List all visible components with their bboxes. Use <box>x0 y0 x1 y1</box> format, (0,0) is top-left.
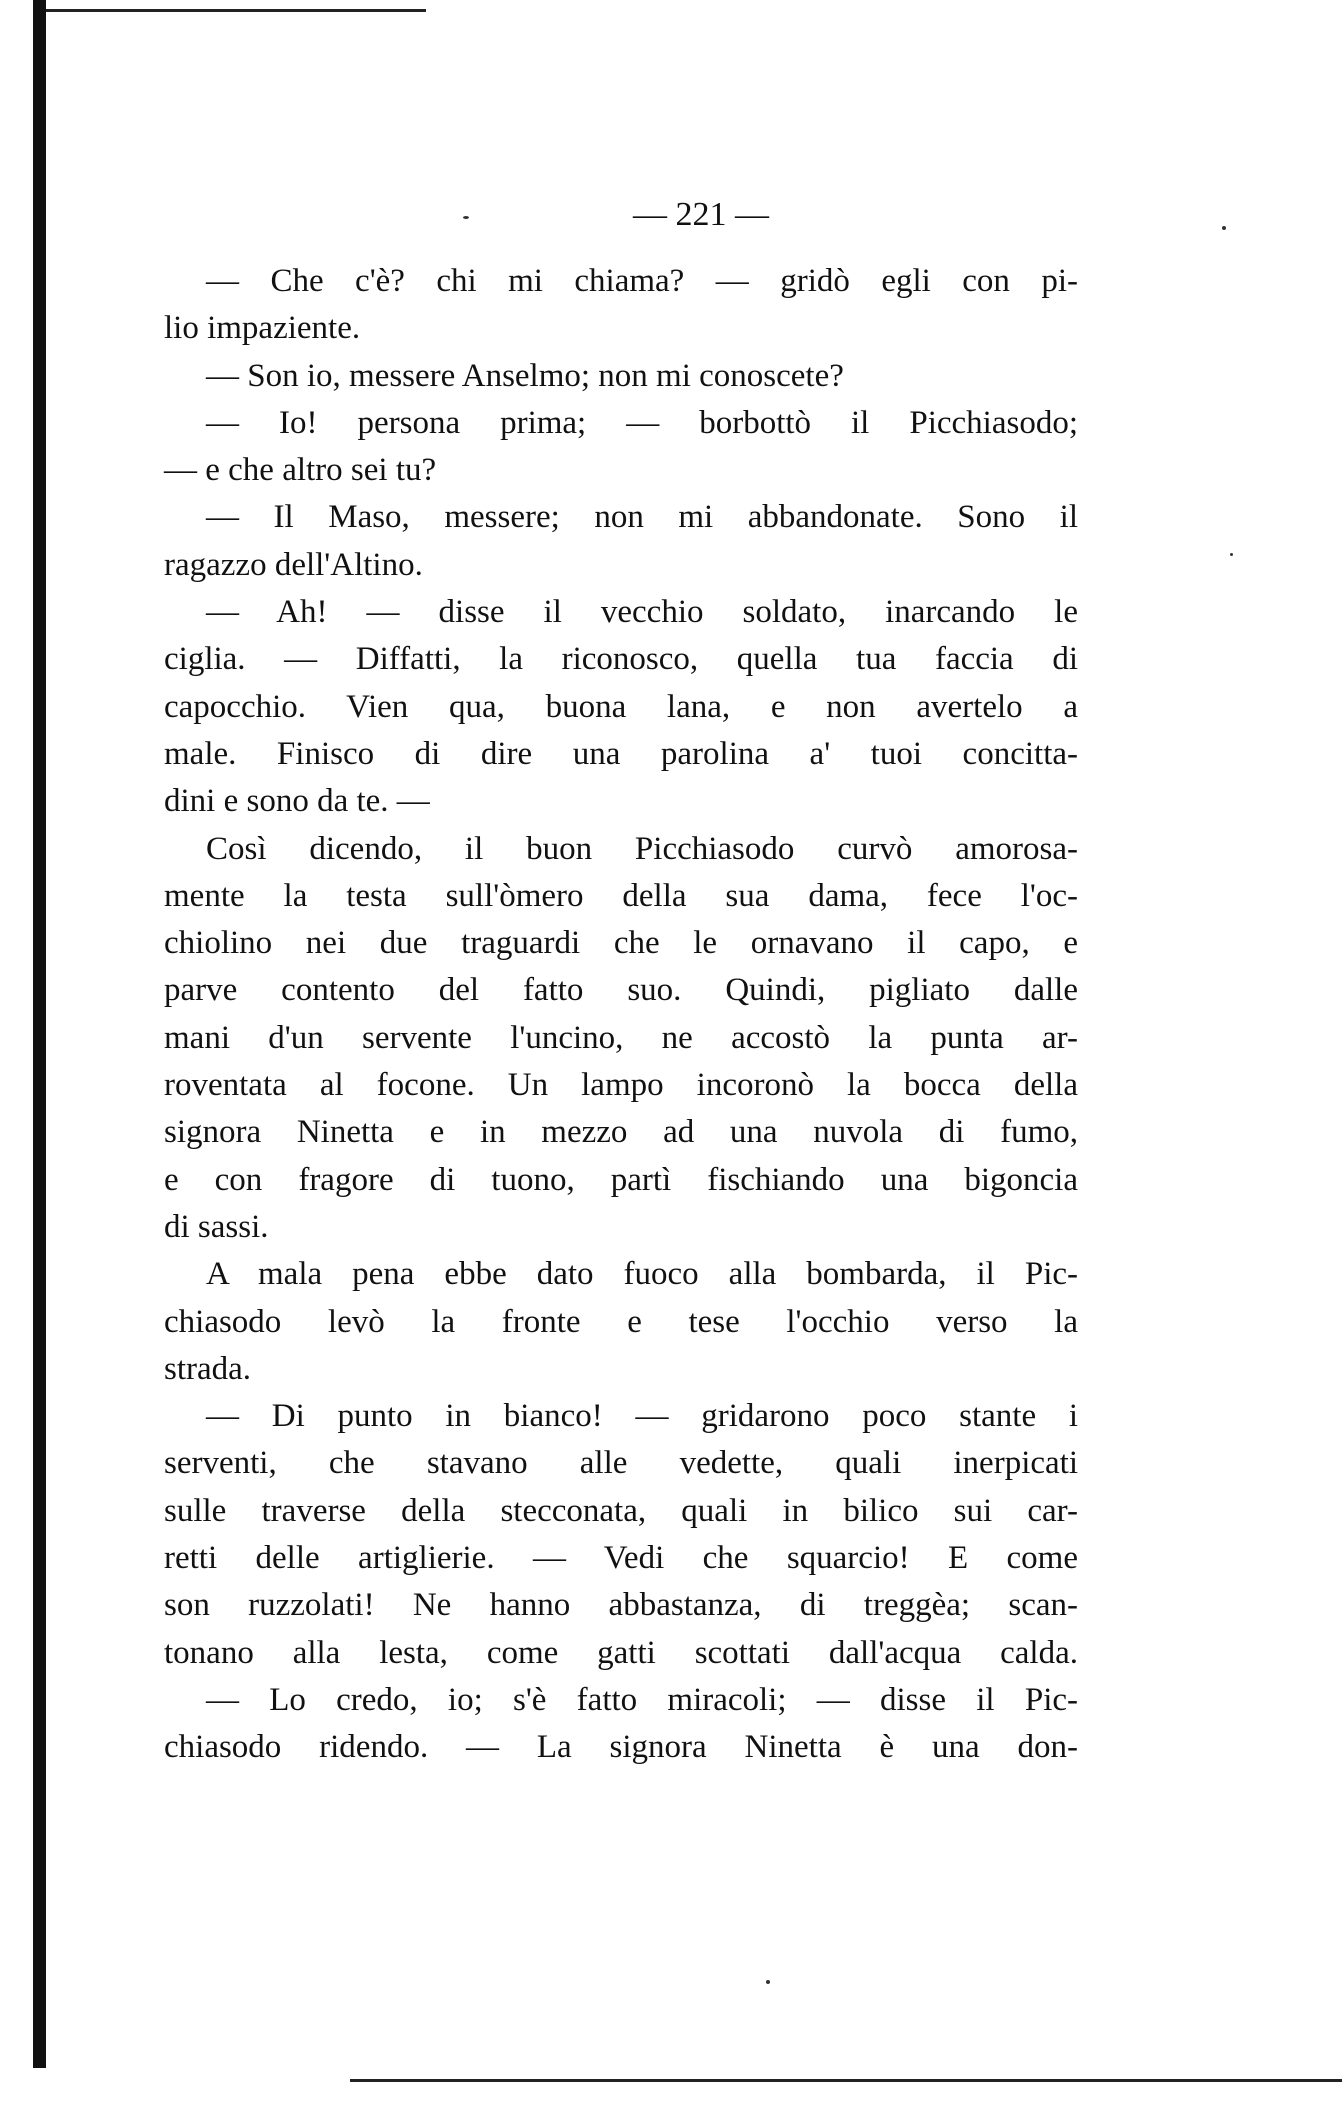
text-line: — Lo credo, io; s'è fatto miracoli; — disse il Pic- <box>206 1681 1078 1718</box>
text-line: strada. <box>164 1350 252 1387</box>
text-line: e con fragore di tuono, partì fischiando una bigoncia <box>164 1161 1078 1198</box>
text-line: ragazzo dell'Altino. <box>164 546 423 583</box>
top-edge-line <box>46 9 426 12</box>
bottom-edge-line <box>350 2079 1342 2082</box>
scan-speck <box>1230 553 1233 556</box>
text-line: son ruzzolati! Ne hanno abbastanza, di treggèa; scan- <box>164 1587 1078 1624</box>
text-line: — Ah! — disse il vecchio soldato, inarcando le <box>206 594 1078 631</box>
text-line: serventi, che stavano alle vedette, quali inerpicati <box>164 1445 1078 1482</box>
scan-speck <box>766 1980 770 1984</box>
text-line: Così dicendo, il buon Picchiasodo curvò amorosa- <box>206 830 1078 867</box>
text-line: — Che c'è? chi mi chiama? — gridò egli con pi- <box>206 263 1078 299</box>
text-line: — Son io, messere Anselmo; non mi conoscete? <box>206 357 844 394</box>
book-spine-shadow <box>33 0 46 2068</box>
text-line: — e che altro sei tu? <box>164 452 437 489</box>
text-line: chiolino nei due traguardi che le ornavano il capo, e <box>164 925 1078 962</box>
text-line: sulle traverse della stecconata, quali in bilico sui car- <box>164 1492 1078 1529</box>
text-line: parve contento del fatto suo. Quindi, pigliato dalle <box>164 972 1078 1009</box>
text-line: chiasodo levò la fronte e tese l'occhio verso la <box>164 1303 1078 1340</box>
scan-speck <box>463 216 469 219</box>
text-line: lio impaziente. <box>164 310 361 347</box>
page-number: — 221 — <box>633 196 769 233</box>
text-line: retti delle artiglierie. — Vedi che squarcio! E come <box>164 1540 1078 1577</box>
text-line: — Di punto in bianco! — gridarono poco stante i <box>206 1398 1078 1435</box>
text-line: signora Ninetta e in mezzo ad una nuvola di fumo, <box>164 1114 1078 1151</box>
text-line: dini e sono da te. — <box>164 783 430 820</box>
text-line: mani d'un servente l'uncino, ne accostò la punta ar- <box>164 1019 1078 1056</box>
text-line: roventata al focone. Un lampo incoronò la bocca della <box>164 1067 1078 1104</box>
text-line: mente la testa sull'òmero della sua dama, fece l'oc- <box>164 877 1078 914</box>
text-line: ciglia. — Diffatti, la riconosco, quella tua faccia di <box>164 641 1078 678</box>
page-body-text <box>164 258 1078 1772</box>
text-line: A mala pena ebbe dato fuoco alla bombarda, il Pic- <box>206 1256 1078 1293</box>
text-line: tonano alla lesta, come gatti scottati dall'acqua calda. <box>164 1634 1078 1671</box>
text-line: — Io! persona prima; — borbottò il Picchiasodo; <box>206 404 1078 441</box>
text-line: male. Finisco di dire una parolina a' tuoi concitta- <box>164 735 1078 772</box>
text-line: di sassi. <box>164 1208 269 1245</box>
text-line: capocchio. Vien qua, buona lana, e non avertelo a <box>164 688 1078 725</box>
scan-speck <box>1222 226 1226 230</box>
text-line: — Il Maso, messere; non mi abbandonate. Sono il <box>206 499 1078 536</box>
text-line: chiasodo ridendo. — La signora Ninetta è una don- <box>164 1729 1078 1766</box>
